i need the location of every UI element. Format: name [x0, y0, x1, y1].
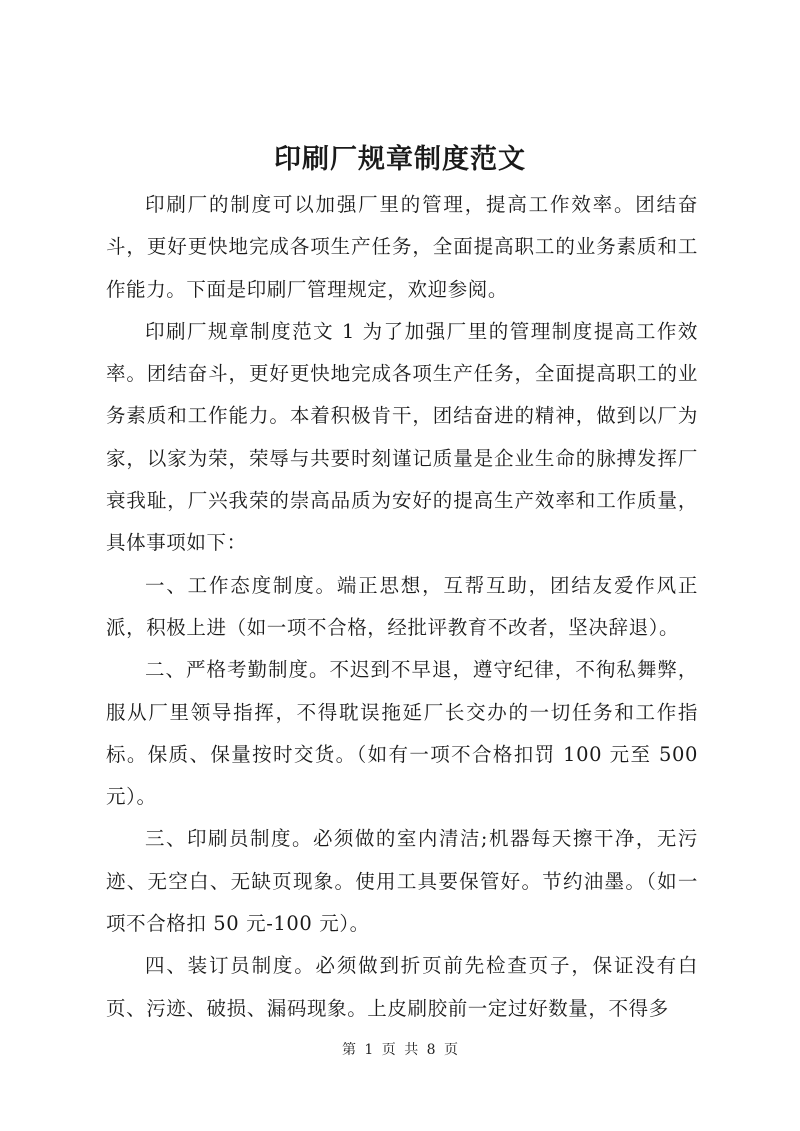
- paragraph-work-attitude: 一、工作态度制度。端正思想，互帮互助，团结友爱作风正派，积极上进（如一项不合格，经批评教育不改者，坚决辞退）。: [106, 573, 698, 639]
- paragraph-printer-staff: 三、印刷员制度。必须做的室内清洁;机器每天擦干净，无污迹、无空白、无缺页现象。使用工具要保管好。节约油墨。（如一项不合格扣 50 元-100 元）。: [106, 827, 698, 936]
- paragraph-binding-staff: 四、装订员制度。必须做到折页前先检查页子，保证没有白页、污迹、破损、漏码现象。上皮刷胶前一定过好数量，不得多: [106, 954, 698, 1020]
- document-body: [106, 184, 698, 1030]
- paragraph-sample-1: 印刷厂规章制度范文 1 为了加强厂里的管理制度提高工作效率。团结奋斗，更好更快地完成各项生产任务，全面提高职工的业务素质和工作能力。本着积极肯干，团结奋进的精神，做到以厂为家，以家为荣，荣辱与共要时刻谨记质量是企业生命的脉搏发挥厂衰我耻，厂兴我荣的崇高品质为安好的提高生产效率和工作质量，具体事项如下：: [106, 319, 698, 555]
- paragraph-intro: 印刷厂的制度可以加强厂里的管理，提高工作效率。团结奋斗，更好更快地完成各项生产任务，全面提高职工的业务素质和工作能力。下面是印刷厂管理规定，欢迎参阅。: [106, 193, 698, 301]
- document-title: 印刷厂规章制度范文: [274, 144, 526, 175]
- page-footer: 第 1 页 共 8 页: [341, 1042, 459, 1058]
- paragraph-attendance: 二、严格考勤制度。不迟到不早退，遵守纪律，不徇私舞弊，服从厂里领导指挥，不得耽误拖延厂长交办的一切任务和工作指标。保质、保量按时交货。（如有一项不合格扣罚 100 元至 500 元）。: [106, 658, 698, 809]
